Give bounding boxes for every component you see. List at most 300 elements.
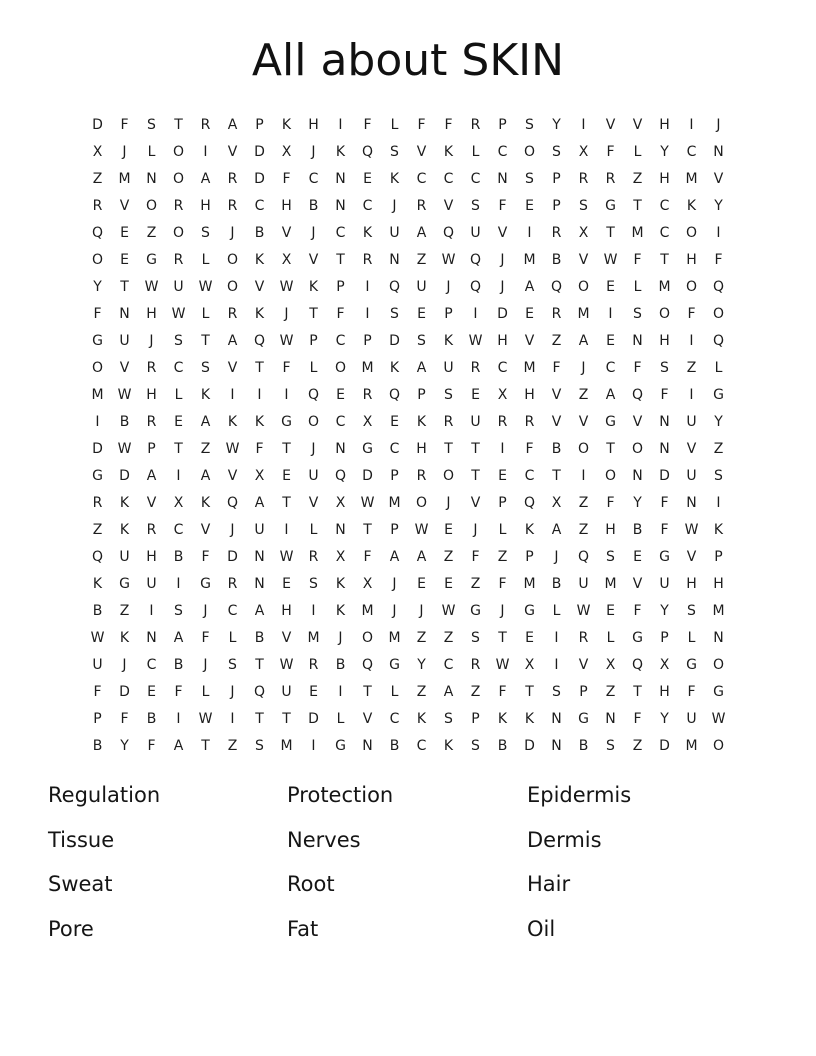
grid-letter-r15-c24: I: [716, 494, 721, 511]
grid-letter-r9-c4: S: [174, 332, 183, 349]
grid-letter-r17-c23: V: [686, 548, 697, 565]
grid-letter-r13-c19: O: [577, 440, 590, 457]
grid-letter-r9-c17: V: [524, 332, 535, 349]
grid-letter-r5-c2: E: [120, 224, 129, 241]
grid-letter-r24-c1: B: [92, 737, 103, 754]
grid-letter-r19-c2: Z: [119, 602, 130, 619]
grid-letter-r8-c19: M: [577, 305, 590, 322]
grid-letter-r14-c7: X: [254, 467, 265, 484]
grid-letter-r10-c7: T: [255, 359, 264, 376]
grid-letter-r11-c21: Q: [631, 386, 644, 403]
grid-letter-r20-c14: Z: [443, 629, 454, 646]
grid-letter-r18-c19: U: [578, 575, 589, 592]
grid-letter-r22-c3: E: [147, 683, 156, 700]
grid-letter-r13-c20: T: [606, 440, 615, 457]
grid-letter-r24-c22: D: [659, 737, 670, 754]
grid-letter-r4-c17: E: [525, 197, 534, 214]
grid-letter-r19-c16: J: [500, 602, 505, 619]
word-fat: Fat: [287, 916, 319, 941]
grid-letter-r20-c9: M: [307, 629, 320, 646]
grid-letter-r13-c3: P: [147, 440, 156, 457]
grid-letter-r14-c23: U: [686, 467, 697, 484]
grid-letter-r21-c17: X: [524, 656, 535, 673]
grid-letter-r6-c5: L: [201, 251, 210, 268]
grid-letter-r20-c15: S: [471, 629, 480, 646]
grid-letter-r24-c21: Z: [632, 737, 643, 754]
grid-letter-r7-c11: I: [365, 278, 370, 295]
grid-letter-r16-c20: H: [605, 521, 616, 538]
grid-letter-r21-c13: Y: [417, 656, 426, 673]
grid-letter-r1-c21: V: [632, 116, 643, 133]
grid-letter-r21-c14: C: [443, 656, 454, 673]
grid-letter-r8-c15: I: [473, 305, 478, 322]
grid-letter-r11-c10: E: [336, 386, 345, 403]
grid-letter-r1-c22: H: [659, 116, 670, 133]
grid-letter-r21-c5: J: [203, 656, 208, 673]
grid-letter-r16-c17: K: [524, 521, 535, 538]
grid-letter-r13-c13: H: [416, 440, 427, 457]
grid-letter-r14-c12: P: [390, 467, 399, 484]
grid-letter-r7-c23: O: [685, 278, 698, 295]
grid-letter-r10-c13: A: [416, 359, 427, 376]
grid-letter-r20-c18: I: [554, 629, 559, 646]
grid-letter-r21-c12: G: [389, 656, 400, 673]
grid-letter-r10-c21: F: [633, 359, 642, 376]
grid-letter-r19-c1: B: [92, 602, 103, 619]
grid-letter-r7-c16: J: [500, 278, 505, 295]
grid-letter-r2-c15: L: [471, 143, 480, 160]
grid-letter-r1-c24: J: [716, 116, 721, 133]
grid-letter-r15-c7: A: [254, 494, 265, 511]
word-hair: Hair: [527, 872, 571, 896]
grid-letter-r14-c20: O: [604, 467, 617, 484]
grid-letter-r12-c6: K: [227, 413, 238, 430]
grid-letter-r8-c2: N: [119, 305, 130, 322]
grid-letter-r3-c19: R: [578, 170, 589, 187]
grid-letter-r16-c21: B: [632, 521, 643, 538]
grid-letter-r21-c10: B: [335, 656, 346, 673]
grid-letter-r20-c2: K: [119, 629, 130, 646]
grid-letter-r16-c11: T: [363, 521, 372, 538]
grid-letter-r15-c2: K: [119, 494, 130, 511]
grid-letter-r16-c13: W: [414, 521, 429, 538]
grid-letter-r6-c16: J: [500, 251, 505, 268]
grid-letter-r21-c22: X: [659, 656, 670, 673]
grid-letter-r20-c21: G: [632, 629, 643, 646]
grid-letter-r3-c3: N: [146, 170, 157, 187]
grid-letter-r15-c22: F: [660, 494, 669, 511]
grid-letter-r10-c3: R: [146, 359, 157, 376]
grid-letter-r15-c16: P: [498, 494, 507, 511]
grid-letter-r24-c10: G: [335, 737, 346, 754]
grid-letter-r7-c15: Q: [469, 278, 482, 295]
grid-letter-r15-c5: K: [200, 494, 211, 511]
grid-letter-r12-c12: E: [390, 413, 399, 430]
grid-letter-r7-c18: Q: [550, 278, 563, 295]
grid-letter-r22-c6: J: [230, 683, 235, 700]
grid-letter-r11-c18: V: [551, 386, 562, 403]
grid-letter-r12-c23: U: [686, 413, 697, 430]
grid-letter-r9-c2: U: [119, 332, 130, 349]
grid-letter-r10-c10: O: [334, 359, 347, 376]
grid-letter-r15-c12: M: [388, 494, 401, 511]
grid-letter-r22-c9: E: [309, 683, 318, 700]
grid-letter-r4-c1: R: [92, 197, 103, 214]
grid-letter-r17-c18: J: [554, 548, 559, 565]
grid-letter-r15-c13: O: [415, 494, 428, 511]
grid-letter-r7-c2: T: [120, 278, 129, 295]
grid-letter-r22-c10: I: [338, 683, 343, 700]
grid-letter-r13-c24: Z: [713, 440, 724, 457]
grid-letter-r11-c22: F: [660, 386, 669, 403]
grid-letter-r13-c1: D: [92, 440, 103, 457]
grid-letter-r20-c1: W: [90, 629, 105, 646]
grid-letter-r2-c6: V: [227, 143, 238, 160]
grid-letter-r8-c22: O: [658, 305, 671, 322]
grid-letter-r23-c21: F: [633, 710, 642, 727]
grid-letter-r16-c12: P: [390, 521, 399, 538]
grid-letter-r9-c16: H: [497, 332, 508, 349]
grid-letter-r14-c5: A: [200, 467, 211, 484]
grid-letter-r14-c21: N: [632, 467, 643, 484]
grid-letter-r11-c12: Q: [388, 386, 401, 403]
grid-letter-r15-c8: T: [282, 494, 291, 511]
grid-letter-r16-c7: U: [254, 521, 265, 538]
grid-letter-r20-c3: N: [146, 629, 157, 646]
grid-letter-r13-c6: W: [225, 440, 240, 457]
grid-letter-r14-c6: V: [227, 467, 238, 484]
grid-letter-r5-c17: I: [527, 224, 532, 241]
grid-letter-r8-c12: S: [390, 305, 399, 322]
grid-letter-r23-c8: T: [282, 710, 291, 727]
grid-letter-r17-c3: H: [146, 548, 157, 565]
grid-letter-r6-c21: F: [633, 251, 642, 268]
grid-letter-r14-c17: C: [524, 467, 535, 484]
grid-letter-r8-c18: R: [551, 305, 562, 322]
word-regulation: Regulation: [48, 783, 161, 807]
grid-letter-r3-c1: Z: [92, 170, 103, 187]
grid-letter-r20-c7: B: [254, 629, 265, 646]
grid-letter-r17-c16: Z: [497, 548, 508, 565]
grid-letter-r16-c9: L: [309, 521, 318, 538]
grid-letter-r7-c6: O: [226, 278, 239, 295]
grid-letter-r22-c14: A: [443, 683, 454, 700]
grid-letter-r4-c9: B: [308, 197, 319, 214]
grid-letter-r7-c24: Q: [712, 278, 725, 295]
word-list: [0, 773, 816, 973]
grid-letter-r6-c15: Q: [469, 251, 482, 268]
grid-letter-r17-c8: W: [279, 548, 294, 565]
grid-letter-r5-c5: S: [201, 224, 210, 241]
grid-letter-r14-c1: G: [92, 467, 103, 484]
grid-letter-r10-c5: S: [201, 359, 210, 376]
grid-letter-r16-c8: I: [284, 521, 289, 538]
grid-letter-r18-c10: K: [335, 575, 346, 592]
grid-letter-r6-c23: H: [686, 251, 697, 268]
grid-letter-r1-c10: I: [338, 116, 343, 133]
grid-letter-r13-c22: N: [659, 440, 670, 457]
grid-letter-r4-c13: R: [416, 197, 427, 214]
grid-letter-r22-c11: T: [363, 683, 372, 700]
grid-letter-r10-c12: K: [389, 359, 400, 376]
grid-letter-r21-c3: C: [146, 656, 157, 673]
grid-letter-r17-c17: P: [525, 548, 534, 565]
word-dermis: Dermis: [527, 827, 602, 852]
grid-letter-r23-c1: P: [93, 710, 102, 727]
grid-letter-r16-c10: N: [335, 521, 346, 538]
grid-letter-r24-c8: M: [280, 737, 293, 754]
grid-letter-r24-c24: O: [712, 737, 725, 754]
grid-letter-r5-c18: R: [551, 224, 562, 241]
grid-letter-r3-c21: Z: [632, 170, 643, 187]
grid-letter-r7-c12: Q: [388, 278, 401, 295]
grid-letter-r17-c9: R: [308, 548, 319, 565]
grid-letter-r22-c20: Z: [605, 683, 616, 700]
grid-letter-r5-c21: M: [631, 224, 644, 241]
grid-letter-r5-c9: J: [311, 224, 316, 241]
grid-letter-r2-c17: O: [523, 143, 536, 160]
grid-letter-r18-c4: I: [176, 575, 181, 592]
grid-letter-r21-c9: R: [308, 656, 319, 673]
grid-letter-r4-c18: P: [552, 197, 561, 214]
grid-letter-r17-c7: N: [254, 548, 265, 565]
grid-letter-r3-c23: M: [685, 170, 698, 187]
grid-letter-r1-c16: P: [498, 116, 507, 133]
grid-letter-r5-c3: Z: [146, 224, 157, 241]
grid-letter-r1-c2: F: [120, 116, 129, 133]
grid-letter-r23-c6: I: [230, 710, 235, 727]
grid-letter-r6-c22: T: [660, 251, 669, 268]
grid-letter-r19-c7: A: [254, 602, 265, 619]
grid-letter-r4-c24: Y: [714, 197, 723, 214]
grid-letter-r9-c7: Q: [253, 332, 266, 349]
grid-letter-r4-c21: T: [633, 197, 642, 214]
grid-letter-r12-c10: C: [335, 413, 346, 430]
grid-letter-r2-c22: Y: [660, 143, 669, 160]
grid-letter-r21-c24: O: [712, 656, 725, 673]
grid-letter-r14-c24: S: [714, 467, 723, 484]
grid-letter-r14-c14: O: [442, 467, 455, 484]
grid-letter-r2-c11: Q: [361, 143, 374, 160]
grid-letter-r2-c16: C: [497, 143, 508, 160]
grid-letter-r24-c20: S: [606, 737, 615, 754]
grid-letter-r13-c18: B: [551, 440, 562, 457]
grid-letter-r3-c17: S: [525, 170, 534, 187]
grid-letter-r7-c4: U: [173, 278, 184, 295]
grid-letter-r8-c23: F: [687, 305, 696, 322]
grid-letter-r19-c14: W: [441, 602, 456, 619]
grid-letter-r11-c8: I: [284, 386, 289, 403]
grid-letter-r23-c20: N: [605, 710, 616, 727]
grid-letter-r7-c3: W: [144, 278, 159, 295]
grid-letter-r18-c2: G: [119, 575, 130, 592]
grid-letter-r1-c3: S: [147, 116, 156, 133]
grid-letter-r9-c3: J: [149, 332, 154, 349]
grid-letter-r11-c16: X: [497, 386, 508, 403]
word-nerves: Nerves: [287, 827, 361, 852]
grid-letter-r3-c22: H: [659, 170, 670, 187]
grid-letter-r13-c11: G: [362, 440, 373, 457]
grid-letter-r20-c5: F: [201, 629, 210, 646]
grid-letter-r8-c5: L: [201, 305, 210, 322]
grid-letter-r1-c23: I: [689, 116, 694, 133]
grid-letter-r10-c11: M: [361, 359, 374, 376]
grid-letter-r24-c14: K: [443, 737, 454, 754]
grid-letter-r18-c16: F: [498, 575, 507, 592]
grid-letter-r22-c12: L: [390, 683, 399, 700]
grid-letter-r2-c4: O: [172, 143, 185, 160]
grid-letter-r20-c6: L: [228, 629, 237, 646]
grid-letter-r12-c5: A: [200, 413, 211, 430]
grid-letter-r8-c13: E: [417, 305, 426, 322]
grid-letter-r5-c22: C: [659, 224, 670, 241]
grid-letter-r6-c19: V: [578, 251, 589, 268]
grid-letter-r6-c8: X: [281, 251, 292, 268]
grid-letter-r11-c6: I: [230, 386, 235, 403]
grid-letter-r3-c8: F: [282, 170, 291, 187]
grid-letter-r6-c20: W: [603, 251, 618, 268]
grid-letter-r2-c8: X: [281, 143, 292, 160]
grid-letter-r1-c6: A: [227, 116, 238, 133]
grid-letter-r10-c20: C: [605, 359, 616, 376]
grid-letter-r18-c21: V: [632, 575, 643, 592]
grid-letter-r15-c20: F: [606, 494, 615, 511]
grid-letter-r9-c19: A: [578, 332, 589, 349]
grid-letter-r5-c24: I: [716, 224, 721, 241]
grid-letter-r16-c18: A: [551, 521, 562, 538]
grid-letter-r22-c15: Z: [470, 683, 481, 700]
grid-letter-r22-c18: S: [552, 683, 561, 700]
grid-letter-r15-c1: R: [92, 494, 103, 511]
grid-letter-r6-c9: V: [308, 251, 319, 268]
grid-letter-r2-c20: F: [606, 143, 615, 160]
grid-letter-r13-c4: T: [174, 440, 183, 457]
grid-letter-r13-c2: W: [117, 440, 132, 457]
grid-letter-r9-c14: K: [443, 332, 454, 349]
grid-letter-r4-c6: R: [227, 197, 238, 214]
grid-letter-r18-c18: B: [551, 575, 562, 592]
grid-letter-r21-c1: U: [92, 656, 103, 673]
grid-letter-r17-c21: E: [633, 548, 642, 565]
grid-letter-r3-c16: N: [497, 170, 508, 187]
grid-letter-r4-c12: J: [392, 197, 397, 214]
grid-letter-r23-c22: Y: [660, 710, 669, 727]
grid-letter-r5-c13: A: [416, 224, 427, 241]
grid-letter-r7-c13: U: [416, 278, 427, 295]
grid-letter-r8-c9: T: [309, 305, 318, 322]
grid-letter-r20-c23: L: [687, 629, 696, 646]
grid-letter-r9-c6: A: [227, 332, 238, 349]
grid-letter-r12-c24: Y: [714, 413, 723, 430]
grid-letter-r1-c5: R: [200, 116, 211, 133]
grid-letter-r12-c7: K: [254, 413, 265, 430]
grid-letter-r17-c15: F: [471, 548, 480, 565]
grid-letter-r1-c4: T: [174, 116, 183, 133]
grid-letter-r8-c20: I: [608, 305, 613, 322]
grid-letter-r23-c19: G: [578, 710, 589, 727]
grid-letter-r18-c22: U: [659, 575, 670, 592]
grid-letter-r23-c10: L: [336, 710, 345, 727]
grid-letter-r6-c18: B: [551, 251, 562, 268]
grid-letter-r3-c7: D: [254, 170, 265, 187]
grid-letter-r7-c20: E: [606, 278, 615, 295]
grid-letter-r6-c14: W: [441, 251, 456, 268]
grid-letter-r12-c22: N: [659, 413, 670, 430]
grid-letter-r4-c7: C: [254, 197, 265, 214]
grid-letter-r8-c6: R: [227, 305, 238, 322]
grid-letter-r11-c5: K: [200, 386, 211, 403]
grid-letter-r14-c8: E: [282, 467, 291, 484]
grid-letter-r4-c5: H: [200, 197, 211, 214]
grid-letter-r6-c13: Z: [416, 251, 427, 268]
grid-letter-r23-c9: D: [308, 710, 319, 727]
grid-letter-r16-c6: J: [230, 521, 235, 538]
grid-letter-r20-c10: J: [338, 629, 343, 646]
grid-letter-r7-c10: P: [336, 278, 345, 295]
grid-letter-r23-c11: V: [362, 710, 373, 727]
grid-letter-r12-c2: B: [119, 413, 130, 430]
grid-letter-r17-c4: B: [173, 548, 184, 565]
grid-letter-r3-c24: V: [713, 170, 724, 187]
grid-letter-r12-c13: K: [416, 413, 427, 430]
grid-letter-r21-c4: B: [173, 656, 184, 673]
grid-letter-r11-c14: S: [444, 386, 453, 403]
grid-letter-r7-c5: W: [198, 278, 213, 295]
grid-letter-r7-c14: J: [446, 278, 451, 295]
grid-letter-r23-c3: B: [146, 710, 157, 727]
grid-letter-r16-c3: R: [146, 521, 157, 538]
grid-letter-r24-c19: B: [578, 737, 589, 754]
grid-letter-r22-c1: F: [93, 683, 102, 700]
grid-letter-r22-c23: F: [687, 683, 696, 700]
grid-letter-r13-c12: C: [389, 440, 400, 457]
grid-letter-r24-c18: N: [551, 737, 562, 754]
grid-letter-r17-c13: A: [416, 548, 427, 565]
grid-letter-r15-c23: N: [686, 494, 697, 511]
grid-letter-r15-c14: J: [446, 494, 451, 511]
grid-letter-r14-c10: Q: [334, 467, 347, 484]
grid-letter-r19-c5: J: [203, 602, 208, 619]
grid-letter-r10-c9: L: [309, 359, 318, 376]
grid-letter-r10-c18: F: [552, 359, 561, 376]
grid-letter-r18-c20: M: [604, 575, 617, 592]
grid-letter-r6-c7: K: [254, 251, 265, 268]
grid-letter-r24-c4: A: [173, 737, 184, 754]
grid-letter-r11-c23: I: [689, 386, 694, 403]
grid-letter-r22-c21: T: [633, 683, 642, 700]
grid-letter-r6-c11: R: [362, 251, 373, 268]
grid-letter-r14-c16: E: [498, 467, 507, 484]
grid-letter-r9-c21: N: [632, 332, 643, 349]
grid-letter-r22-c5: L: [201, 683, 210, 700]
grid-letter-r5-c1: Q: [91, 224, 104, 241]
grid-letter-r23-c17: K: [524, 710, 535, 727]
grid-letter-r2-c5: I: [203, 143, 208, 160]
grid-letter-r10-c6: V: [227, 359, 238, 376]
grid-letter-r9-c5: T: [201, 332, 210, 349]
grid-letter-r21-c6: S: [228, 656, 237, 673]
grid-letter-r2-c9: J: [311, 143, 316, 160]
grid-letter-r3-c4: O: [172, 170, 185, 187]
grid-letter-r8-c17: E: [525, 305, 534, 322]
grid-letter-r19-c20: E: [606, 602, 615, 619]
grid-letter-r19-c18: L: [552, 602, 561, 619]
grid-letter-r17-c1: Q: [91, 548, 104, 565]
grid-letter-r15-c21: Y: [633, 494, 642, 511]
grid-letter-r10-c1: O: [91, 359, 104, 376]
grid-letter-r12-c1: I: [95, 413, 100, 430]
grid-letter-r24-c6: Z: [227, 737, 238, 754]
